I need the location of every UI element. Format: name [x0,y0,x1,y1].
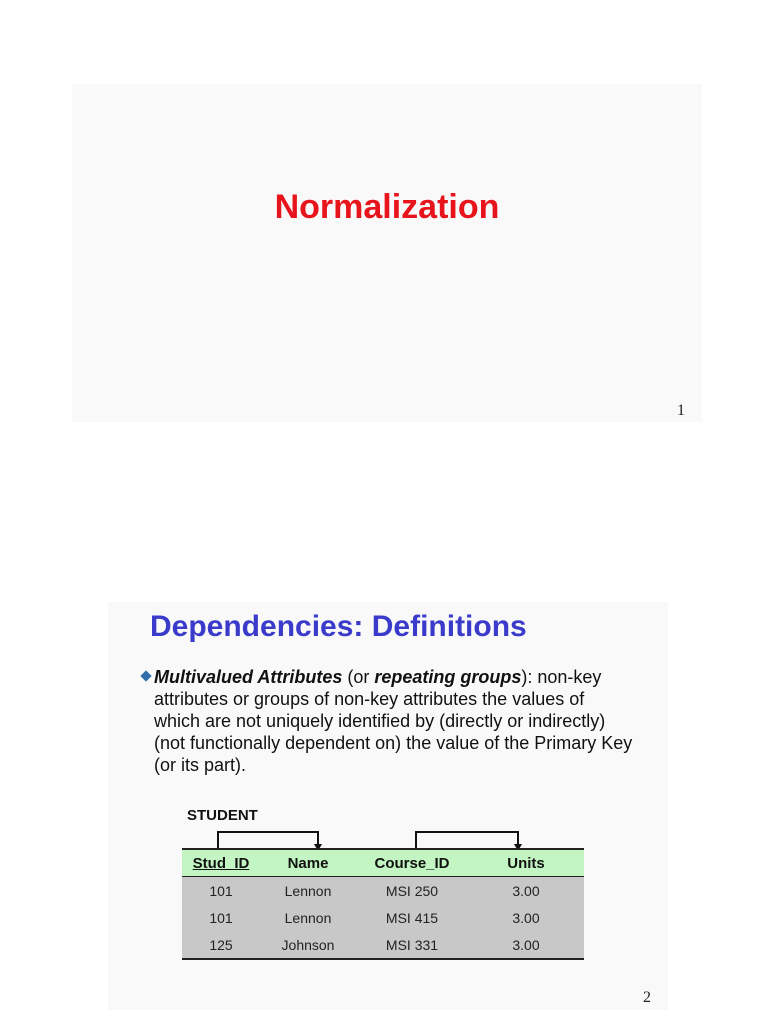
table-caption: STUDENT [187,807,258,824]
bullet-term-2: repeating groups [374,667,522,687]
cell-stud-id: 101 [209,882,233,899]
cell-stud-id: 101 [209,909,233,926]
table-row [182,931,584,959]
cell-units: 3.00 [512,909,540,926]
bullet-term: Multivalued Attributes [154,667,343,687]
header-units: Units [468,849,584,877]
table-header-row [182,849,584,877]
slide-1 [72,84,702,422]
page-number-1: 1 [677,402,685,419]
cell-name: Lennon [284,882,332,899]
cell-course-id: MSI 415 [385,909,439,926]
bullet-rest: ): non-key attributes or groups of non-key attributes the values of which are not uniquely identified by (directly or indirectly) (not functionally dependent on) the value of the Primary Key (or its part). [154,667,633,775]
page-number-2: 2 [643,989,651,1006]
cell-course-id: MSI 250 [385,882,439,899]
cell-course-id: MSI 331 [356,931,468,959]
cell-stud-id: 125 [182,931,260,959]
cell-units: 3.00 [468,931,584,959]
student-table [182,848,584,960]
slide-1-title: Normalization [274,188,500,226]
bullet-paren: (or [342,667,375,687]
slide-2-title: Dependencies: Definitions [150,610,527,643]
bullet-diamond-icon [140,670,151,681]
header-stud-id: Stud_ID [182,849,260,877]
cell-name: Lennon [284,909,332,926]
table-row [182,904,584,931]
header-course-id: Course_ID [356,849,468,877]
bullet-multivalued-attributes [154,666,634,776]
cell-name: Johnson [260,931,356,959]
table-row [182,877,584,905]
slide-2 [108,602,668,1010]
cell-units: 3.00 [512,882,540,899]
header-name: Name [260,849,356,877]
